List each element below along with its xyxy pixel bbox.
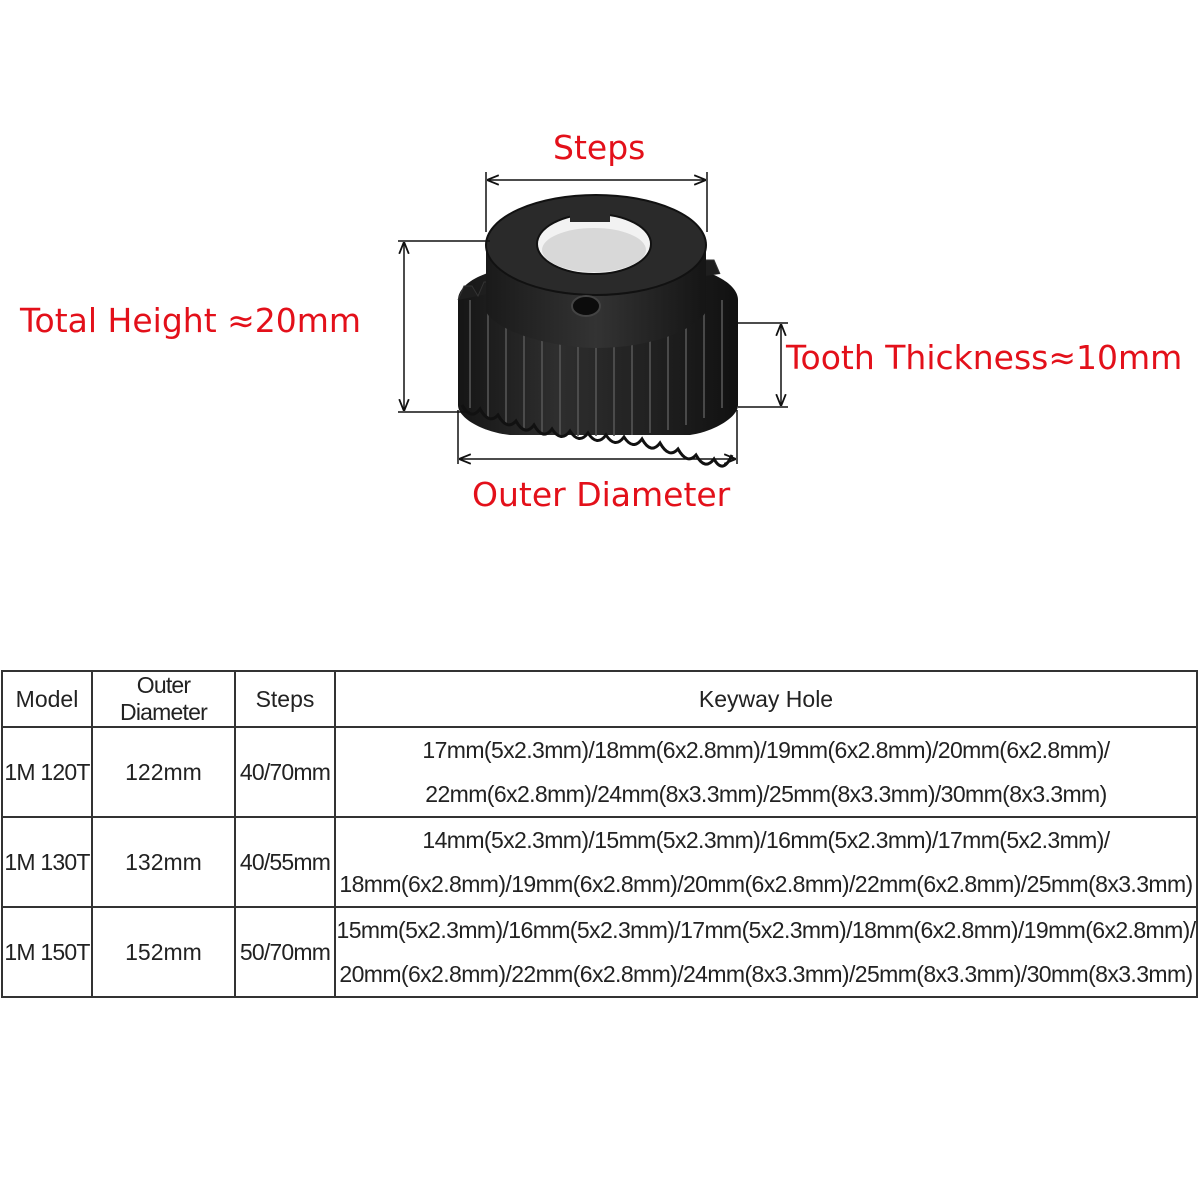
keyway-line: 18mm(6x2.8mm)/19mm(6x2.8mm)/20mm(6x2.8mm)/22mm(6x2.8mm)/25mm(8x3.3mm) bbox=[339, 871, 1193, 897]
cell-keyway bbox=[335, 907, 1197, 997]
tooth-thickness-label: Tooth Thickness≈10mm bbox=[786, 338, 1183, 377]
table-row bbox=[2, 817, 1197, 907]
keyway-line: 17mm(5x2.3mm)/18mm(6x2.8mm)/19mm(6x2.8mm)/20mm(6x2.8mm)/ bbox=[422, 737, 1110, 763]
cell-steps: 40/55mm bbox=[235, 817, 335, 907]
keyway-line: 14mm(5x2.3mm)/15mm(5x2.3mm)/16mm(5x2.3mm)/17mm(5x2.3mm)/ bbox=[422, 827, 1110, 853]
cell-steps: 40/70mm bbox=[235, 727, 335, 817]
steps-label: Steps bbox=[553, 128, 646, 167]
cell-keyway bbox=[335, 817, 1197, 907]
set-screw-hole bbox=[572, 296, 600, 316]
cell-model: 1M 150T bbox=[2, 907, 92, 997]
keyway-line: 22mm(6x2.8mm)/24mm(8x3.3mm)/25mm(8x3.3mm)/30mm(8x3.3mm) bbox=[425, 781, 1107, 807]
cell-outer-diameter: 132mm bbox=[92, 817, 235, 907]
cell-outer-diameter: 152mm bbox=[92, 907, 235, 997]
total-height-label: Total Height ≈20mm bbox=[20, 301, 362, 340]
cell-model: 1M 130T bbox=[2, 817, 92, 907]
header-model: Model bbox=[2, 671, 92, 727]
spec-table bbox=[1, 670, 1198, 998]
cell-keyway bbox=[335, 727, 1197, 817]
keyway-line: 20mm(6x2.8mm)/22mm(6x2.8mm)/24mm(8x3.3mm)/25mm(8x3.3mm)/30mm(8x3.3mm) bbox=[339, 961, 1193, 987]
gear-hub bbox=[486, 195, 706, 348]
header-keyway-hole: Keyway Hole bbox=[335, 671, 1197, 727]
cell-model: 1M 120T bbox=[2, 727, 92, 817]
outer-diameter-label: Outer Diameter bbox=[472, 475, 731, 514]
table-row bbox=[2, 727, 1197, 817]
cell-steps: 50/70mm bbox=[235, 907, 335, 997]
table-header-row bbox=[2, 671, 1197, 727]
header-steps: Steps bbox=[235, 671, 335, 727]
cell-outer-diameter: 122mm bbox=[92, 727, 235, 817]
keyway-line: 15mm(5x2.3mm)/16mm(5x2.3mm)/17mm(5x2.3mm)/18mm(6x2.8mm)/19mm(6x2.8mm)/ bbox=[336, 917, 1196, 943]
table-row bbox=[2, 907, 1197, 997]
header-outer-diameter: Outer Diameter bbox=[92, 671, 235, 727]
